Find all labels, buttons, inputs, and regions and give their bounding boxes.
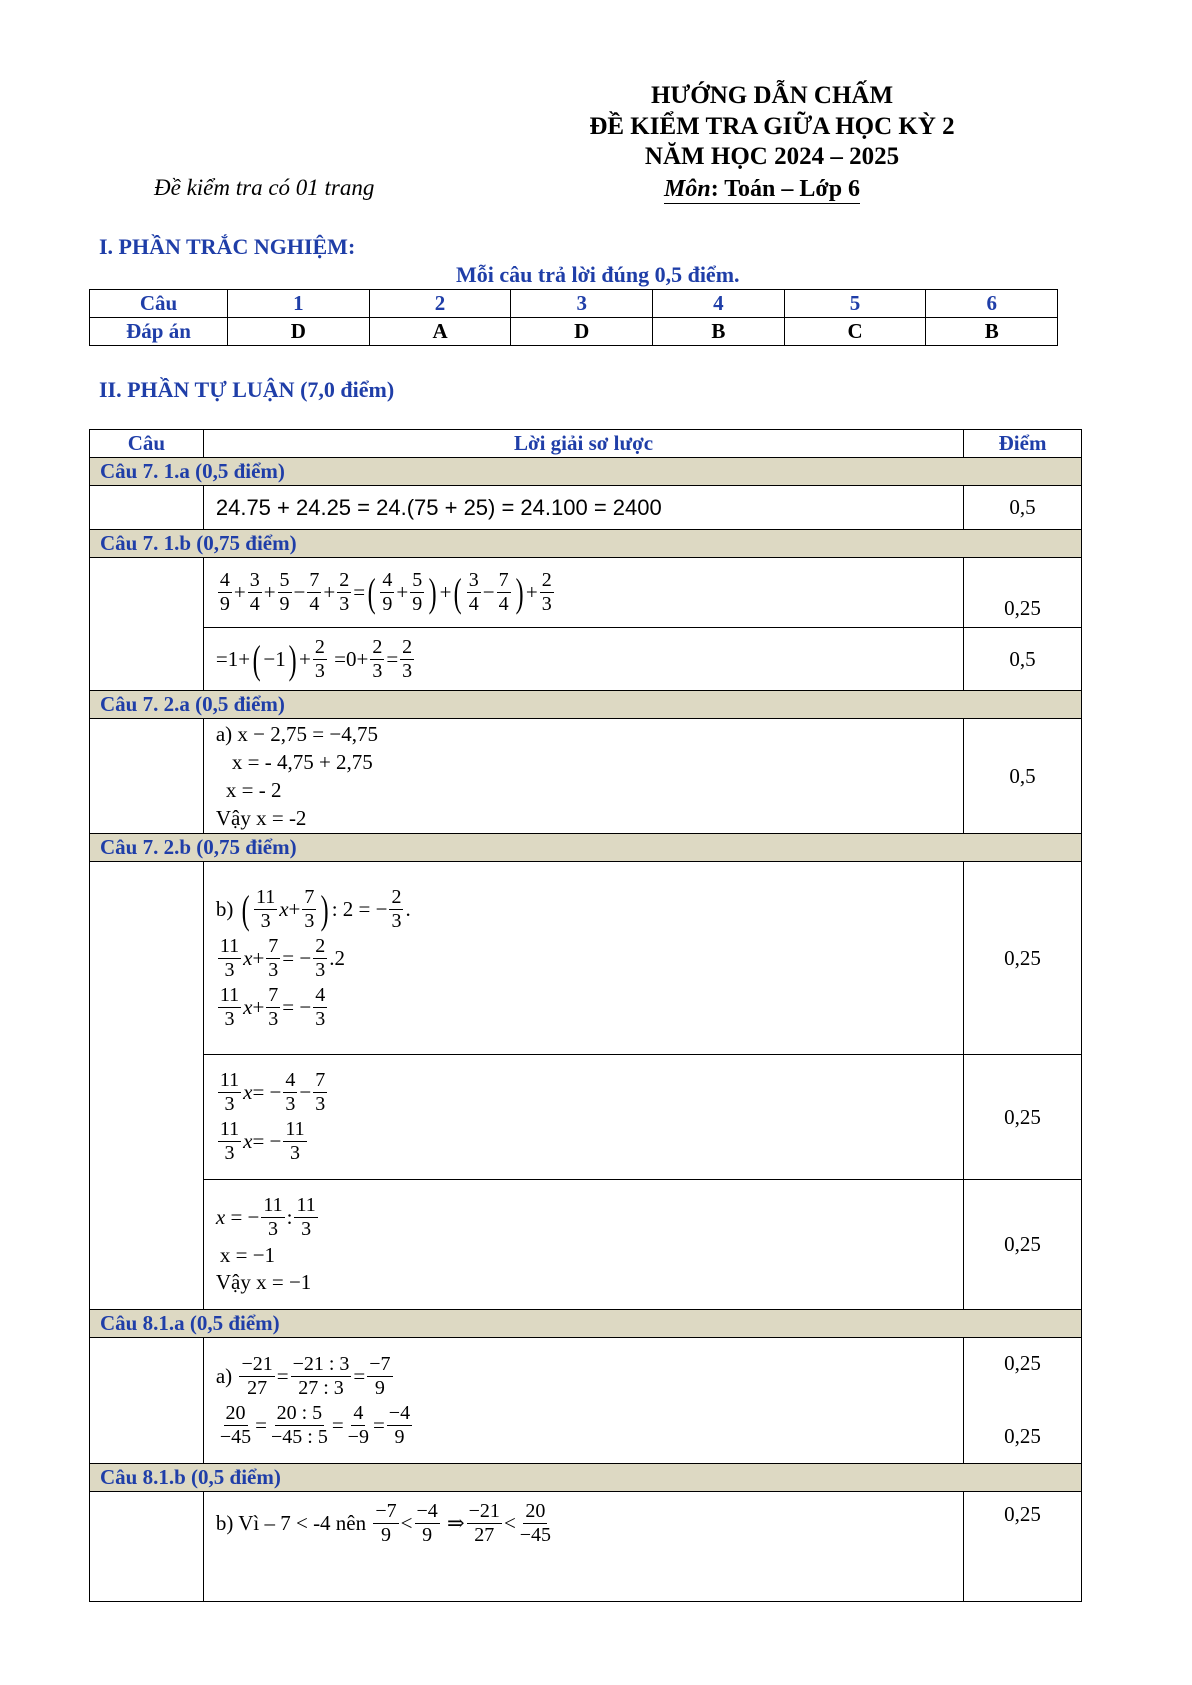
subject-prefix: Môn xyxy=(664,176,711,202)
section-7-1a: Câu 7. 1.a (0,5 điểm) xyxy=(90,458,1082,486)
solution-row xyxy=(90,558,1082,628)
part1-subtitle: Mỗi câu trả lời đúng 0,5 điểm. xyxy=(456,262,740,287)
section-row xyxy=(90,530,1082,558)
q-4: 4 xyxy=(653,290,785,318)
points-cell: 0,25 xyxy=(964,1055,1082,1180)
answer-3: D xyxy=(511,318,653,346)
empty-cell xyxy=(90,719,204,834)
answer-1: D xyxy=(228,318,370,346)
solution-7-1a: 24.75 + 24.25 = 24.(75 + 25) = 24.100 = 2400 xyxy=(203,486,963,530)
header-title-2: ĐỀ KIỂM TRA GIỮA HỌC KỲ 2 xyxy=(589,113,955,140)
sol-line: Vậy x = −1 xyxy=(215,1270,312,1294)
q-1: 1 xyxy=(228,290,370,318)
header-subject xyxy=(664,176,860,204)
sol-line: x = - 2 xyxy=(225,778,282,802)
part2-title: II. PHẦN TỰ LUẬN (7,0 điểm) xyxy=(99,377,395,402)
section-row xyxy=(90,1464,1082,1492)
section-8-1a: Câu 8.1.a (0,5 điểm) xyxy=(90,1310,1082,1338)
answer-5: C xyxy=(784,318,926,346)
points-cell: 0,25 xyxy=(964,1180,1082,1310)
solution-7-2b-step3: x = − $\frac{11}{3}$ : $\frac{11}{3}$ x = −1 Vậy x = −1 xyxy=(203,1180,963,1310)
solution-row xyxy=(90,486,1082,530)
section-row xyxy=(90,1310,1082,1338)
section-7-2b: Câu 7. 2.b (0,75 điểm) xyxy=(90,834,1082,862)
solution-row xyxy=(90,1055,1082,1180)
solution-7-1b-step2: =1+ ( −1 ) + $\frac{2}{3}$ =0+ $\frac{2}{3}$ = $\frac{2}{3}$ xyxy=(203,628,963,691)
answer-table-label-a: Đáp án xyxy=(90,318,228,346)
solution-7-1b-step1: $\frac{4}{9}$ + $\frac{3}{4}$ + $\frac{5}{9}$ − $\frac{7}{4}$ + $\frac{2}{3}$ = ( $\frac{4}{9}$ + $\frac{5}{9}$ ) + ( $\frac{3}{4}$ − $\frac{7}{4}$ ) + $\frac{2}{3}$ xyxy=(203,558,963,628)
solution-row xyxy=(90,719,1082,834)
sol-line: x = - 4,75 + 2,75 xyxy=(231,750,373,774)
q-2: 2 xyxy=(369,290,511,318)
sol-text: b) Vì – 7 < -4 nên xyxy=(215,1511,367,1535)
points-cell xyxy=(964,1338,1082,1464)
essay-table xyxy=(89,429,1082,1602)
solution-8-1b: b) Vì – 7 < -4 nên $\frac{-7}{9}$ < $\frac{-4}{9}$ ⇒ $\frac{-21}{27}$ < $\frac{20}{-45}$ xyxy=(203,1492,963,1602)
subject-text: : Toán – Lớp 6 xyxy=(710,176,861,202)
points-cell: 0,25 xyxy=(964,558,1082,628)
solution-row xyxy=(90,862,1082,1055)
q-3: 3 xyxy=(511,290,653,318)
solution-7-2b-step1: b) ( $\frac{11}{3}$ x + $\frac{7}{3}$ ) : 2 = − $\frac{2}{3}$ . $\frac{11}{3}$ x + $\frac{7}{3}$ = − $\frac{2}{3}$ .2 $\frac{11}{3}$ x + $\frac{7}{3}$ = − $\frac{4}{3}$ xyxy=(203,862,963,1055)
empty-cell xyxy=(90,862,204,1310)
answer-4: B xyxy=(653,318,785,346)
q-5: 5 xyxy=(784,290,926,318)
section-7-1b: Câu 7. 1.b (0,75 điểm) xyxy=(90,530,1082,558)
answer-2: A xyxy=(369,318,511,346)
col-solution: Lời giải sơ lược xyxy=(203,430,963,458)
section-row xyxy=(90,834,1082,862)
points-value: 0,25 xyxy=(1004,1350,1041,1375)
answer-table-answer-row xyxy=(90,318,1058,346)
points-cell: 0,5 xyxy=(964,628,1082,691)
points-cell: 0,25 xyxy=(964,1492,1082,1602)
empty-cell xyxy=(90,1492,204,1602)
q-6: 6 xyxy=(926,290,1058,318)
section-row xyxy=(90,691,1082,719)
solution-7-2b-step2: $\frac{11}{3}$ x = − $\frac{4}{3}$ − $\frac{7}{3}$ $\frac{11}{3}$ x = − $\frac{11}{3}$ xyxy=(203,1055,963,1180)
empty-cell xyxy=(90,1338,204,1464)
points-value: 0,25 xyxy=(1004,1423,1041,1448)
solution-row xyxy=(90,1338,1082,1464)
section-8-1b: Câu 8.1.b (0,5 điểm) xyxy=(90,1464,1082,1492)
section-row xyxy=(90,458,1082,486)
solution-row xyxy=(90,1180,1082,1310)
solution-8-1a: a) $\frac{-21}{27}$ = $\frac{-21 : 3}{27 : 3}$ = $\frac{-7}{9}$ $\frac{20}{-45}$ = $\frac{20 : 5}{-45 : 5}$ = $\frac{4}{-9}$ = $\frac{-4}{9}$ xyxy=(203,1338,963,1464)
section-7-2a: Câu 7. 2.a (0,5 điểm) xyxy=(90,691,1082,719)
sol-line: a) x − 2,75 = −4,75 xyxy=(215,722,378,746)
header-title-1: HƯỚNG DẪN CHẤM xyxy=(650,82,894,109)
answer-table-label-q: Câu xyxy=(90,290,228,318)
solution-row xyxy=(90,1492,1082,1602)
col-points: Điểm xyxy=(964,430,1082,458)
col-question: Câu xyxy=(90,430,204,458)
points-cell: 0,5 xyxy=(964,486,1082,530)
empty-cell xyxy=(90,486,204,530)
sol-line: Vậy x = -2 xyxy=(215,806,307,830)
header-title-3: NĂM HỌC 2024 – 2025 xyxy=(644,143,900,170)
points-cell: 0,25 xyxy=(964,862,1082,1055)
empty-cell xyxy=(90,558,204,691)
header-note: Đề kiểm tra có 01 trang xyxy=(154,175,375,200)
part1-title: I. PHẦN TRẮC NGHIỆM: xyxy=(99,234,356,259)
answer-table xyxy=(89,289,1058,346)
points-cell: 0,5 xyxy=(964,719,1082,834)
answer-table-header-row xyxy=(90,290,1058,318)
answer-6: B xyxy=(926,318,1058,346)
solution-row xyxy=(90,628,1082,691)
sol-line: x = −1 xyxy=(219,1243,276,1267)
essay-table-header xyxy=(90,430,1082,458)
solution-7-2a xyxy=(203,719,963,834)
